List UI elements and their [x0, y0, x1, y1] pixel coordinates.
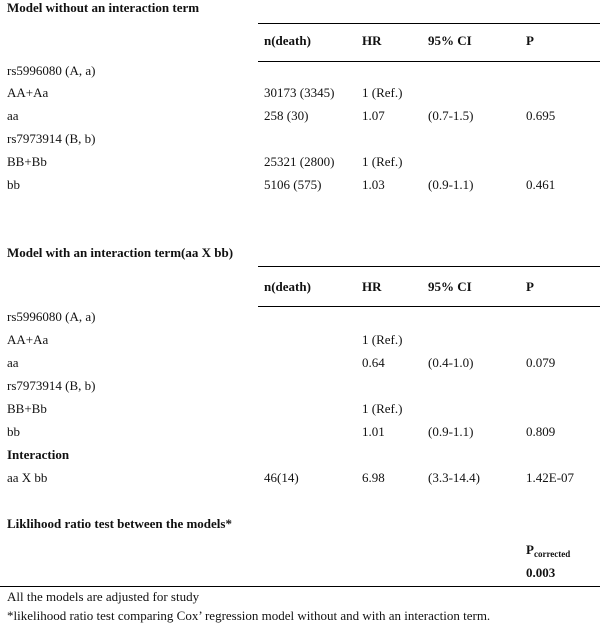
table-row-label: AA+Aa	[7, 85, 49, 100]
table-cell-hr: 1.03	[362, 177, 385, 192]
table-cell-hr: 1.01	[362, 424, 385, 439]
footnote-adjusted: All the models are adjusted for study	[7, 589, 200, 604]
rule-model2-header-top	[258, 266, 600, 267]
table-row-label: bb	[7, 424, 20, 439]
table-row-label: Interaction	[7, 447, 70, 462]
table-row-label: rs7973914 (B, b)	[7, 378, 96, 393]
footnote-lrt: *likelihood ratio test comparing Cox’ regression model without and with an interaction term.	[7, 608, 491, 623]
table-cell-hr: 1 (Ref.)	[362, 332, 403, 347]
table-cell-p: 0.461	[526, 177, 556, 192]
lrt-title: Liklihood ratio test between the models*	[7, 516, 232, 531]
rule-model1-header-bottom	[258, 61, 600, 62]
model1-header-p: P	[526, 33, 534, 48]
table-cell-ci: (0.9-1.1)	[428, 177, 474, 192]
table-row-label: BB+Bb	[7, 401, 47, 416]
table-cell-ci: (0.4-1.0)	[428, 355, 474, 370]
lrt-value: 0.003	[526, 565, 556, 580]
model1-title: Model without an interaction term	[7, 0, 200, 15]
table-cell-ci: (0.9-1.1)	[428, 424, 474, 439]
table-cell-ci: (3.3-14.4)	[428, 470, 480, 485]
table-cell-hr: 1.07	[362, 108, 385, 123]
table-cell-p: 0.079	[526, 355, 556, 370]
table-cell-hr: 1 (Ref.)	[362, 401, 403, 416]
lrt-p-label	[526, 542, 570, 559]
model2-header-p: P	[526, 279, 534, 294]
rule-model2-header-bottom	[258, 306, 600, 307]
table-cell-n: 5106 (575)	[264, 177, 322, 192]
table-row-label: rs7973914 (B, b)	[7, 131, 96, 146]
table-row-label: rs5996080 (A, a)	[7, 63, 96, 78]
rule-model1-header-top	[258, 23, 600, 24]
model2-title: Model with an interaction term(aa X bb)	[7, 245, 234, 260]
lrt-p-main: P	[526, 542, 534, 557]
table-cell-ci: (0.7-1.5)	[428, 108, 474, 123]
table-row-label: BB+Bb	[7, 154, 47, 169]
table-cell-n: 46(14)	[264, 470, 299, 485]
table-row-label: AA+Aa	[7, 332, 49, 347]
table-cell-n: 258 (30)	[264, 108, 309, 123]
table-cell-hr: 0.64	[362, 355, 385, 370]
table-row-label: aa	[7, 108, 19, 123]
model1-header-ci: 95% CI	[428, 33, 472, 48]
table-row-label: aa	[7, 355, 19, 370]
table-cell-n: 25321 (2800)	[264, 154, 335, 169]
rule-table-bottom	[0, 586, 600, 587]
table-cell-p: 1.42E-07	[526, 470, 575, 485]
table-row-label: rs5996080 (A, a)	[7, 309, 96, 324]
table-cell-hr: 1 (Ref.)	[362, 154, 403, 169]
table-cell-hr: 6.98	[362, 470, 385, 485]
model2-header-n: n(death)	[264, 279, 311, 294]
model1-header-hr: HR	[362, 33, 382, 48]
table-cell-p: 0.695	[526, 108, 556, 123]
model2-header-hr: HR	[362, 279, 382, 294]
model1-header-n: n(death)	[264, 33, 311, 48]
table-row-label: bb	[7, 177, 20, 192]
table-cell-n: 30173 (3345)	[264, 85, 335, 100]
table-cell-p: 0.809	[526, 424, 556, 439]
table-cell-hr: 1 (Ref.)	[362, 85, 403, 100]
table-row-label: aa X bb	[7, 470, 48, 485]
model2-header-ci: 95% CI	[428, 279, 472, 294]
lrt-p-sub: corrected	[533, 549, 571, 559]
